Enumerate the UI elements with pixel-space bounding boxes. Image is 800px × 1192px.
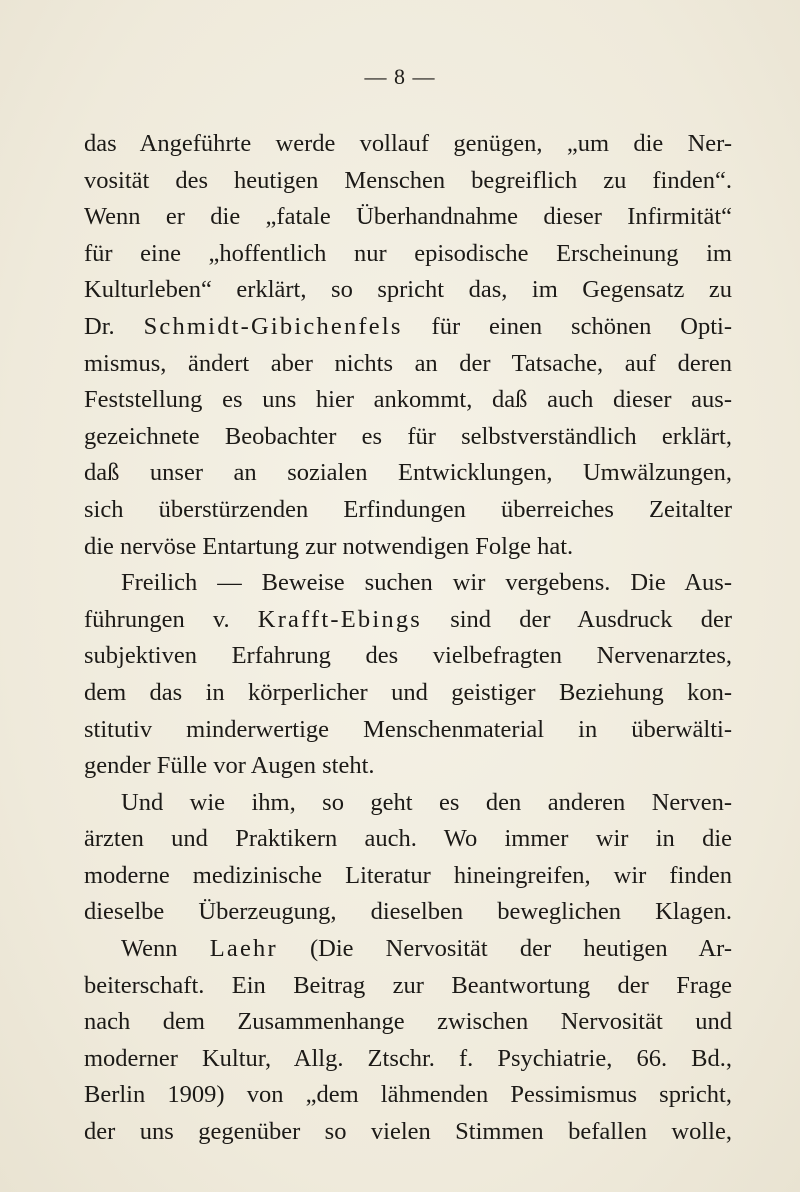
body-text — [84, 126, 732, 1151]
text-line: Berlin 1909) von „dem lähmenden Pessimismus spricht, — [84, 1081, 732, 1109]
text-line: Kulturleben“ erklärt, so spricht das, im Gegensatz zu — [84, 276, 732, 304]
text-line: Wenn er die „fatale Überhandnahme dieser Infirmität“ — [84, 203, 732, 231]
text-line: die nervöse Entartung zur notwendigen Folge hat. — [84, 532, 574, 560]
text-line: subjektiven Erfahrung des vielbefragten Nervenarztes, — [84, 642, 732, 670]
text-line: gender Fülle vor Augen steht. — [84, 752, 375, 780]
text-line-with-name: Dr. Schmidt-Gibichenfels für einen schönen Opti- — [84, 312, 733, 340]
text-line: sich überstürzenden Erfindungen überreiches Zeitalter — [84, 495, 732, 523]
text-line-with-name: Wenn Laehr (Die Nervosität der heutigen Ar- — [121, 935, 732, 963]
text-line: der uns gegenüber so vielen Stimmen befallen wolle, — [84, 1118, 732, 1146]
text-line: Feststellung es uns hier ankommt, daß auch dieser aus- — [84, 386, 732, 414]
text-line: moderne medizinische Literatur hineingreifen, wir finden — [84, 861, 732, 889]
text-line: für eine „hoffentlich nur episodische Erscheinung im — [84, 239, 732, 267]
spaced-person-name: Laehr — [209, 935, 278, 963]
text-line: dieselbe Überzeugung, dieselben beweglichen Klagen. — [84, 898, 732, 926]
paragraph-start-line: Und wie ihm, so geht es den anderen Nerven- — [121, 788, 732, 816]
text-line: daß unser an sozialen Entwicklungen, Umwälzungen, — [84, 459, 732, 487]
spaced-person-name: Krafft-Ebings — [257, 605, 423, 633]
text-line: mismus, ändert aber nichts an der Tatsache, auf deren — [84, 349, 732, 377]
text-line: stitutiv minderwertige Menschenmaterial in überwälti- — [84, 715, 732, 743]
text-line: ärzten und Praktikern auch. Wo immer wir in die — [84, 825, 732, 853]
text-line: moderner Kultur, Allg. Ztschr. f. Psychiatrie, 66. Bd., — [84, 1044, 732, 1072]
text-line: vosität des heutigen Menschen begreiflich zu finden“. — [84, 166, 732, 194]
text-line: das Angeführte werde vollauf genügen, „um die Ner- — [84, 130, 732, 157]
text-line: dem das in körperlicher und geistiger Beziehung kon- — [84, 678, 732, 706]
spaced-person-name: Schmidt-Gibichenfels — [143, 312, 403, 340]
page-number-header: — 8 — — [364, 64, 436, 89]
text-line: beiterschaft. Ein Beitrag zur Beantwortung der Frage — [84, 971, 732, 999]
text-line: gezeichnete Beobachter es für selbstverständlich erklärt, — [84, 422, 732, 450]
text-line-with-name: führungen v. Krafft-Ebings sind der Ausdruck der — [84, 605, 732, 633]
paragraph-start-line: Freilich — Beweise suchen wir vergebens. Die Aus- — [121, 569, 732, 597]
text-line: nach dem Zusammenhange zwischen Nervosität und — [84, 1008, 732, 1036]
